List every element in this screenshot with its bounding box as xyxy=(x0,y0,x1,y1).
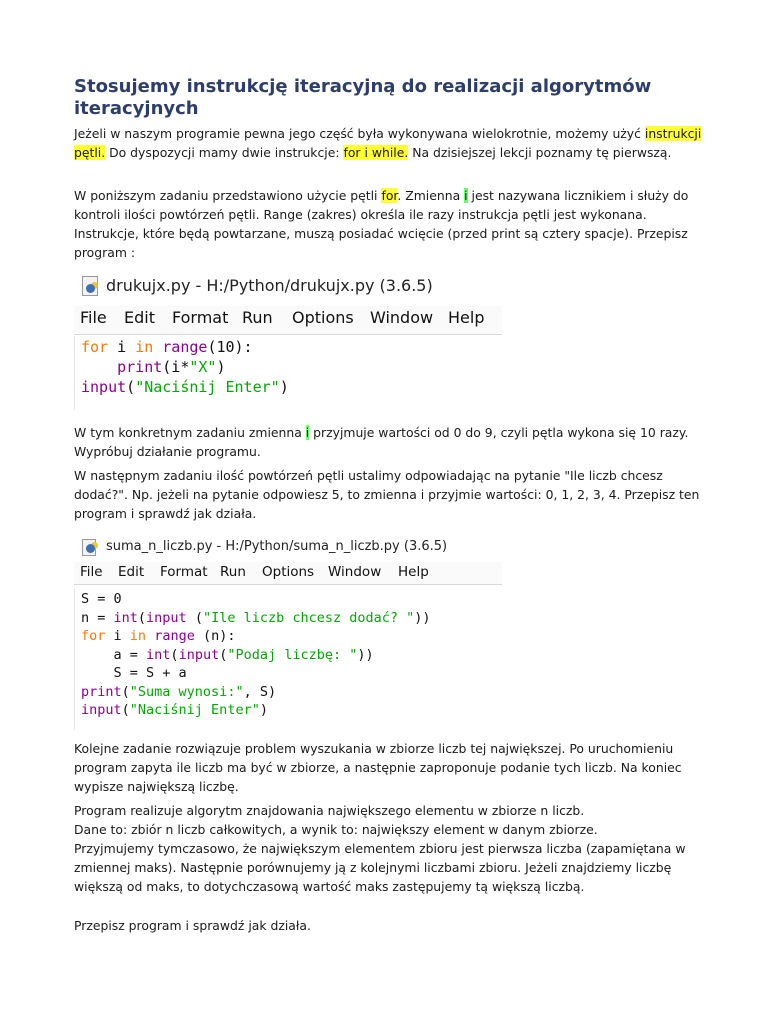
code-token: for xyxy=(81,338,109,356)
code-token: )) xyxy=(414,609,431,626)
paragraph-range-explanation xyxy=(74,423,704,461)
code-token: input xyxy=(146,609,187,626)
code-token: ) xyxy=(216,358,226,376)
text: przyjmuje wartości od 0 do 9, czyli pętla wykona się 10 razy. Wypróbuj działanie programu. xyxy=(74,425,689,459)
highlight: instrukcji pętli. xyxy=(74,126,702,160)
highlight: for xyxy=(381,188,398,203)
menu-window[interactable]: Window xyxy=(328,564,382,580)
code-token: ( xyxy=(219,646,228,663)
highlight: for i while. xyxy=(343,145,409,160)
menu-options[interactable]: Options xyxy=(292,308,354,327)
idle-window-screenshot-drukujx xyxy=(74,268,502,410)
paragraph-max-task: Kolejne zadanie rozwiązuje problem wyszukania w zbiorze liczb tej największej. Po uruchomieniu program zapyta ile liczb ma być w zbiorze, a następnie zaproponuje podanie tych liczb. Na koniec wypisze największą liczbę. xyxy=(74,741,682,794)
code-token: ( xyxy=(186,609,203,626)
menu-window[interactable]: Window xyxy=(370,308,434,327)
window-title: drukujx.py - H:/Python/drukujx.py (3.6.5) xyxy=(106,276,433,295)
code-token: print xyxy=(81,683,122,700)
menu-help[interactable]: Help xyxy=(448,308,485,327)
code-token: print xyxy=(117,358,163,376)
text: Dane to: zbiór n liczb całkowitych, a wynik to: największy element w danym zbiorze. xyxy=(74,822,598,837)
menu-format[interactable]: Format xyxy=(160,564,208,580)
code-line xyxy=(81,702,268,718)
code-token: input xyxy=(81,378,127,396)
code-token: range xyxy=(162,338,208,356)
page-title: Stosujemy instrukcję iteracyjną do realizacji algorytmów iteracyjnych xyxy=(74,76,652,119)
code-token: "Naciśnij Enter" xyxy=(129,702,260,718)
code-token: ( xyxy=(170,646,179,663)
python-file-icon xyxy=(82,276,98,296)
code-token: in xyxy=(135,338,154,356)
menu-edit[interactable]: Edit xyxy=(118,564,145,580)
menu-file[interactable]: File xyxy=(80,308,107,327)
menu-run[interactable]: Run xyxy=(220,564,246,580)
code-token: (10): xyxy=(207,338,253,356)
text: . Zmienna xyxy=(397,188,465,203)
code-token: "Podaj liczbę: " xyxy=(227,646,358,663)
code-editor xyxy=(74,336,502,410)
code-line xyxy=(81,665,187,681)
text: Jeżeli w naszym programie pewna jego część była wykonywana wielokrotnie, możemy użyć xyxy=(74,126,645,141)
code-token: "X" xyxy=(189,358,217,376)
text: Przyjmujemy tymczasowo, że największym elementem zbioru jest pierwsza liczba (zapamiętana w zmiennej maks). Następnie porównujemy ją z kolejnymi liczbami zbioru. Jeżeli znajdziemy liczbę większą od maks, to dotychczasową wartość maks zastępujemy tą większą liczbą. xyxy=(74,841,686,894)
code-token: input xyxy=(178,646,220,663)
code-token xyxy=(146,628,154,644)
code-token: ( xyxy=(121,702,130,718)
code-line xyxy=(81,591,122,607)
menu-options[interactable]: Options xyxy=(262,564,315,580)
code-token: input xyxy=(81,702,122,718)
highlight: i xyxy=(464,188,468,203)
code-line xyxy=(81,647,374,663)
paragraph-for-loop xyxy=(74,186,704,262)
code-token: ( xyxy=(121,683,130,700)
code-token: (n): xyxy=(194,628,236,644)
code-token: "Naciśnij Enter" xyxy=(135,378,280,396)
text: W poniższym zadaniu przedstawiono użycie pętli xyxy=(74,188,382,203)
code-token xyxy=(81,358,117,376)
menu-bar xyxy=(74,562,502,585)
code-token: ( xyxy=(126,378,136,396)
window-title: suma_n_liczb.py - H:/Python/suma_n_liczb.py (3.6.5) xyxy=(106,539,448,554)
code-token: "Suma wynosi:" xyxy=(129,683,244,700)
code-token: (i* xyxy=(162,358,190,376)
code-token: int xyxy=(146,646,171,663)
text: jest nazywana licznikiem i służy do kontroli ilości powtórzeń pętli. Range (zakres) określa ile razy instrukcja pętli jest wykonana. Instrukcje, które będą powtarzane, muszą posiadać wcięcie (przed print są cztery spacje). Przepisz program : xyxy=(74,188,689,260)
code-token: S = 0 xyxy=(81,591,122,607)
menu-run[interactable]: Run xyxy=(242,308,273,327)
text: Program realizuje algorytm znajdowania największego elementu w zbiorze n liczb. xyxy=(74,803,585,818)
code-line xyxy=(81,610,431,626)
code-token: a = xyxy=(81,646,147,663)
code-token: , S) xyxy=(243,683,277,700)
code-token: )) xyxy=(357,646,374,663)
code-token: S = S + a xyxy=(81,665,187,681)
paragraph-rewrite: Przepisz program i sprawdź jak działa. xyxy=(74,918,311,933)
menu-edit[interactable]: Edit xyxy=(124,308,155,327)
code-editor xyxy=(74,588,502,730)
code-token: i xyxy=(108,338,136,356)
menu-file[interactable]: File xyxy=(80,564,103,580)
code-line xyxy=(81,358,226,376)
code-token: ) xyxy=(279,378,289,396)
highlight: i xyxy=(305,425,310,440)
menu-bar xyxy=(74,306,502,335)
code-line xyxy=(81,378,289,396)
menu-help[interactable]: Help xyxy=(398,564,429,580)
code-token: int xyxy=(113,609,138,626)
code-line xyxy=(81,338,253,356)
code-token: i xyxy=(105,628,130,644)
code-line xyxy=(81,684,276,700)
paragraph-sum-task: W następnym zadaniu ilość powtórzeń pętli ustalimy odpowiadając na pytanie "Ile liczb chcesz dodać?". Np. jeżeli na pytanie odpowiesz 5, to zmienna i przyjmie wartości: 0, 1, 2, 3, 4. Przepisz ten program i sprawdź jak działa. xyxy=(74,468,700,521)
code-token: "Ile liczb chcesz dodać? " xyxy=(202,609,415,626)
menu-format[interactable]: Format xyxy=(172,308,229,327)
code-token: in xyxy=(129,628,147,644)
text: W tym konkretnym zadaniu zmienna xyxy=(74,425,306,440)
python-file-icon xyxy=(82,539,96,556)
code-line xyxy=(81,628,235,644)
code-token xyxy=(153,338,162,356)
code-token: ) xyxy=(259,702,268,718)
code-token: for xyxy=(81,628,106,644)
code-token: range xyxy=(154,628,195,644)
code-token: n = xyxy=(81,609,114,626)
paragraph-algorithm xyxy=(74,801,704,896)
text: Na dzisiejszej lekcji poznamy tę pierwszą. xyxy=(408,145,672,160)
text: Do dyspozycji mamy dwie instrukcje: xyxy=(105,145,344,160)
paragraph-intro xyxy=(74,124,704,162)
code-token: ( xyxy=(137,609,147,626)
idle-window-screenshot-suma xyxy=(74,534,502,730)
